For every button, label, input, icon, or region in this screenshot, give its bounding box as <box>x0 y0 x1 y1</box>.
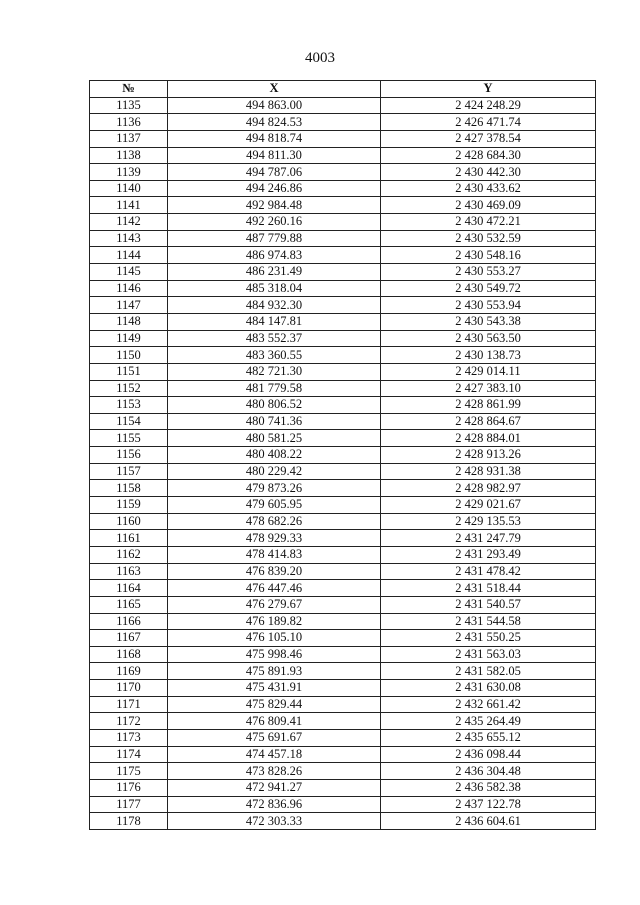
cell-x: 474 457.18 <box>168 746 381 763</box>
cell-x: 479 605.95 <box>168 497 381 514</box>
cell-y: 2 429 021.67 <box>381 497 596 514</box>
table-row <box>90 164 596 181</box>
table-row <box>90 330 596 347</box>
cell-number: 1150 <box>90 347 168 364</box>
cell-y: 2 431 478.42 <box>381 563 596 580</box>
cell-x: 486 974.83 <box>168 247 381 264</box>
table-row <box>90 264 596 281</box>
table-row <box>90 696 596 713</box>
cell-y: 2 436 304.48 <box>381 763 596 780</box>
cell-x: 484 147.81 <box>168 313 381 330</box>
cell-x: 476 447.46 <box>168 580 381 597</box>
table-row <box>90 347 596 364</box>
cell-number: 1144 <box>90 247 168 264</box>
table-row <box>90 363 596 380</box>
cell-x: 482 721.30 <box>168 363 381 380</box>
table-row <box>90 380 596 397</box>
cell-y: 2 431 518.44 <box>381 580 596 597</box>
cell-y: 2 430 433.62 <box>381 180 596 197</box>
table-row <box>90 97 596 114</box>
cell-y: 2 432 661.42 <box>381 696 596 713</box>
cell-x: 476 839.20 <box>168 563 381 580</box>
cell-y: 2 428 864.67 <box>381 413 596 430</box>
cell-y: 2 428 861.99 <box>381 397 596 414</box>
cell-number: 1164 <box>90 580 168 597</box>
cell-x: 472 941.27 <box>168 779 381 796</box>
table-row <box>90 796 596 813</box>
cell-x: 480 581.25 <box>168 430 381 447</box>
table-row <box>90 680 596 697</box>
cell-x: 473 828.26 <box>168 763 381 780</box>
cell-x: 476 279.67 <box>168 596 381 613</box>
cell-number: 1162 <box>90 546 168 563</box>
cell-y: 2 436 098.44 <box>381 746 596 763</box>
cell-number: 1168 <box>90 646 168 663</box>
table-row <box>90 779 596 796</box>
table-row <box>90 546 596 563</box>
cell-y: 2 429 014.11 <box>381 363 596 380</box>
cell-x: 478 929.33 <box>168 530 381 547</box>
table-row <box>90 463 596 480</box>
cell-y: 2 435 655.12 <box>381 729 596 746</box>
cell-number: 1160 <box>90 513 168 530</box>
table-row <box>90 197 596 214</box>
table-row <box>90 663 596 680</box>
cell-y: 2 431 582.05 <box>381 663 596 680</box>
table-row <box>90 430 596 447</box>
table-body <box>90 97 596 829</box>
cell-number: 1171 <box>90 696 168 713</box>
cell-number: 1161 <box>90 530 168 547</box>
cell-number: 1175 <box>90 763 168 780</box>
cell-x: 479 873.26 <box>168 480 381 497</box>
cell-x: 480 408.22 <box>168 447 381 464</box>
table-row <box>90 613 596 630</box>
cell-x: 475 431.91 <box>168 680 381 697</box>
cell-number: 1173 <box>90 729 168 746</box>
cell-number: 1165 <box>90 596 168 613</box>
cell-number: 1158 <box>90 480 168 497</box>
cell-y: 2 430 553.27 <box>381 264 596 281</box>
cell-y: 2 430 549.72 <box>381 280 596 297</box>
cell-number: 1140 <box>90 180 168 197</box>
table-row <box>90 646 596 663</box>
cell-x: 476 105.10 <box>168 630 381 647</box>
header-number: № <box>90 81 168 98</box>
cell-y: 2 431 247.79 <box>381 530 596 547</box>
cell-y: 2 428 982.97 <box>381 480 596 497</box>
cell-number: 1152 <box>90 380 168 397</box>
cell-y: 2 431 540.57 <box>381 596 596 613</box>
cell-number: 1172 <box>90 713 168 730</box>
table-row <box>90 313 596 330</box>
cell-number: 1157 <box>90 463 168 480</box>
table-row <box>90 147 596 164</box>
cell-x: 475 891.93 <box>168 663 381 680</box>
cell-y: 2 428 684.30 <box>381 147 596 164</box>
table-row <box>90 114 596 131</box>
cell-y: 2 428 931.38 <box>381 463 596 480</box>
cell-number: 1163 <box>90 563 168 580</box>
cell-number: 1145 <box>90 264 168 281</box>
cell-x: 475 829.44 <box>168 696 381 713</box>
table-row <box>90 713 596 730</box>
header-x: X <box>168 81 381 98</box>
cell-number: 1142 <box>90 214 168 231</box>
cell-number: 1138 <box>90 147 168 164</box>
table-row <box>90 729 596 746</box>
cell-y: 2 430 442.30 <box>381 164 596 181</box>
cell-y: 2 428 884.01 <box>381 430 596 447</box>
cell-y: 2 431 563.03 <box>381 646 596 663</box>
cell-y: 2 431 544.58 <box>381 613 596 630</box>
cell-number: 1137 <box>90 130 168 147</box>
cell-number: 1151 <box>90 363 168 380</box>
cell-number: 1139 <box>90 164 168 181</box>
cell-x: 486 231.49 <box>168 264 381 281</box>
cell-number: 1159 <box>90 497 168 514</box>
cell-y: 2 435 264.49 <box>381 713 596 730</box>
table-row <box>90 513 596 530</box>
table-row <box>90 630 596 647</box>
cell-number: 1153 <box>90 397 168 414</box>
table-row <box>90 413 596 430</box>
cell-x: 472 836.96 <box>168 796 381 813</box>
cell-x: 485 318.04 <box>168 280 381 297</box>
cell-number: 1143 <box>90 230 168 247</box>
cell-x: 487 779.88 <box>168 230 381 247</box>
table-row <box>90 497 596 514</box>
table-row <box>90 247 596 264</box>
cell-x: 492 260.16 <box>168 214 381 231</box>
cell-x: 494 818.74 <box>168 130 381 147</box>
cell-number: 1170 <box>90 680 168 697</box>
cell-y: 2 430 469.09 <box>381 197 596 214</box>
cell-y: 2 436 604.61 <box>381 813 596 830</box>
cell-x: 478 682.26 <box>168 513 381 530</box>
cell-x: 481 779.58 <box>168 380 381 397</box>
cell-y: 2 436 582.38 <box>381 779 596 796</box>
cell-number: 1174 <box>90 746 168 763</box>
table-row <box>90 763 596 780</box>
table-row <box>90 230 596 247</box>
table-row <box>90 480 596 497</box>
cell-y: 2 424 248.29 <box>381 97 596 114</box>
cell-number: 1147 <box>90 297 168 314</box>
cell-x: 483 360.55 <box>168 347 381 364</box>
cell-number: 1154 <box>90 413 168 430</box>
table-row <box>90 563 596 580</box>
cell-number: 1135 <box>90 97 168 114</box>
cell-y: 2 431 550.25 <box>381 630 596 647</box>
cell-y: 2 430 472.21 <box>381 214 596 231</box>
cell-y: 2 430 563.50 <box>381 330 596 347</box>
table-row <box>90 596 596 613</box>
cell-x: 476 189.82 <box>168 613 381 630</box>
cell-y: 2 427 383.10 <box>381 380 596 397</box>
cell-number: 1149 <box>90 330 168 347</box>
cell-y: 2 430 553.94 <box>381 297 596 314</box>
cell-x: 494 811.30 <box>168 147 381 164</box>
page-number: 4003 <box>305 50 335 66</box>
table-header-row <box>90 81 596 98</box>
cell-number: 1156 <box>90 447 168 464</box>
cell-number: 1178 <box>90 813 168 830</box>
cell-y: 2 427 378.54 <box>381 130 596 147</box>
cell-x: 494 246.86 <box>168 180 381 197</box>
table-row <box>90 530 596 547</box>
cell-x: 494 824.53 <box>168 114 381 131</box>
cell-x: 492 984.48 <box>168 197 381 214</box>
cell-x: 480 229.42 <box>168 463 381 480</box>
cell-x: 484 932.30 <box>168 297 381 314</box>
table-row <box>90 297 596 314</box>
cell-x: 480 806.52 <box>168 397 381 414</box>
table-row <box>90 180 596 197</box>
table-row <box>90 746 596 763</box>
table-row <box>90 447 596 464</box>
cell-y: 2 430 138.73 <box>381 347 596 364</box>
cell-number: 1166 <box>90 613 168 630</box>
cell-x: 475 691.67 <box>168 729 381 746</box>
cell-y: 2 430 532.59 <box>381 230 596 247</box>
cell-number: 1169 <box>90 663 168 680</box>
cell-y: 2 431 293.49 <box>381 546 596 563</box>
table-row <box>90 813 596 830</box>
cell-y: 2 431 630.08 <box>381 680 596 697</box>
cell-y: 2 430 543.38 <box>381 313 596 330</box>
cell-number: 1146 <box>90 280 168 297</box>
table-row <box>90 397 596 414</box>
cell-x: 472 303.33 <box>168 813 381 830</box>
table-row <box>90 130 596 147</box>
cell-y: 2 429 135.53 <box>381 513 596 530</box>
cell-x: 476 809.41 <box>168 713 381 730</box>
cell-y: 2 430 548.16 <box>381 247 596 264</box>
cell-x: 480 741.36 <box>168 413 381 430</box>
cell-number: 1176 <box>90 779 168 796</box>
coordinates-table <box>89 80 596 830</box>
cell-number: 1155 <box>90 430 168 447</box>
cell-number: 1141 <box>90 197 168 214</box>
table-row <box>90 280 596 297</box>
cell-x: 478 414.83 <box>168 546 381 563</box>
cell-x: 483 552.37 <box>168 330 381 347</box>
cell-number: 1177 <box>90 796 168 813</box>
table-row <box>90 580 596 597</box>
cell-number: 1167 <box>90 630 168 647</box>
table-row <box>90 214 596 231</box>
header-y: Y <box>381 81 596 98</box>
cell-y: 2 426 471.74 <box>381 114 596 131</box>
cell-y: 2 437 122.78 <box>381 796 596 813</box>
cell-y: 2 428 913.26 <box>381 447 596 464</box>
cell-number: 1136 <box>90 114 168 131</box>
cell-x: 475 998.46 <box>168 646 381 663</box>
cell-x: 494 787.06 <box>168 164 381 181</box>
cell-x: 494 863.00 <box>168 97 381 114</box>
cell-number: 1148 <box>90 313 168 330</box>
